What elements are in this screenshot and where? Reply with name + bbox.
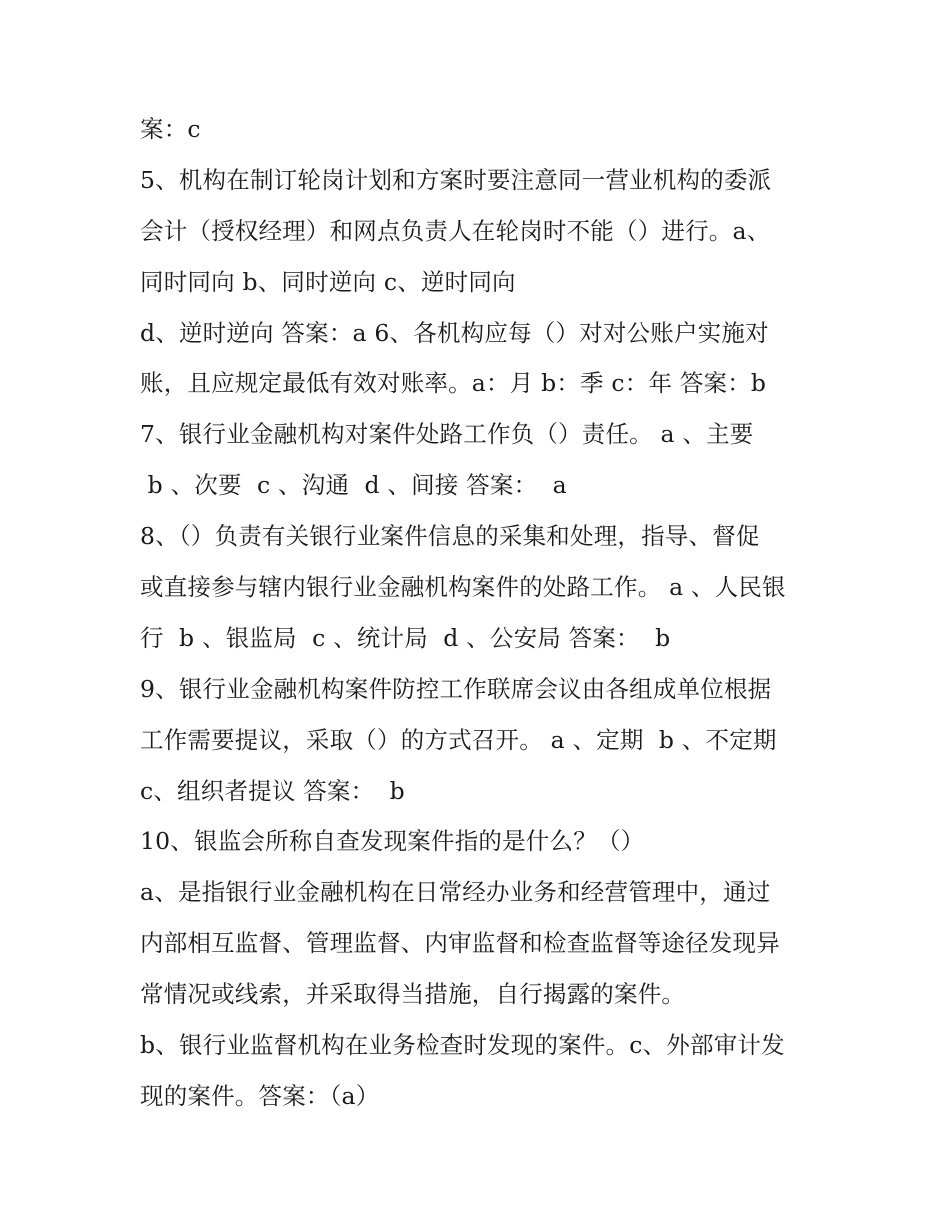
text-line: b、银行业监督机构在业务检查时发现的案件。c、外部审计发 xyxy=(140,1031,785,1060)
text-line: 9、银行业金融机构案件防控工作联席会议由各组成单位根据 xyxy=(140,674,772,703)
text-line: 或直接参与辖内银行业金融机构案件的处路工作。 a 、人民银 xyxy=(140,573,786,602)
text-line: 7、银行业金融机构对案件处路工作负（）责任。 a 、主要 xyxy=(140,420,754,449)
text-line: 5、机构在制订轮岗计划和方案时要注意同一营业机构的委派 xyxy=(140,165,772,194)
text-line: 现的案件。答案：（a） xyxy=(140,1081,380,1110)
text-line: 案：c xyxy=(140,115,201,143)
text-line: 8、（）负责有关银行业案件信息的采集和处理，指导、督促 xyxy=(140,522,760,551)
text-line: c、组织者提议 答案： b xyxy=(140,776,405,805)
text-line: 内部相互监督、管理监督、内审监督和检查监督等途径发现异 xyxy=(140,929,780,958)
text-line: 工作需要提议，采取（）的方式召开。 a 、定期 b 、不定期 xyxy=(140,725,777,754)
text-line: b 、次要 c 、沟通 d 、间接 答案： a xyxy=(140,471,567,500)
text-line: 账，且应规定最低有效对账率。a：月 b：季 c：年 答案：b xyxy=(140,369,767,398)
text-line: 会计（授权经理）和网点负责人在轮岗时不能（）进行。a、 xyxy=(140,216,771,245)
document-body xyxy=(140,104,830,1122)
text-line: 常情况或线索，并采取得当措施，自行揭露的案件。 xyxy=(140,980,686,1009)
text-line: d、逆时逆向 答案：a 6、各机构应每（）对对公账户实施对 xyxy=(140,318,769,347)
text-line: a、是指银行业金融机构在日常经办业务和经营管理中，通过 xyxy=(140,878,771,907)
text-line: 行 b 、银监局 c 、统计局 d 、公安局 答案： b xyxy=(140,623,671,652)
text-line: 10、银监会所称自查发现案件指的是什么？（） xyxy=(140,827,645,856)
text-line: 同时同向 b、同时逆向 c、逆时同向 xyxy=(140,267,516,296)
